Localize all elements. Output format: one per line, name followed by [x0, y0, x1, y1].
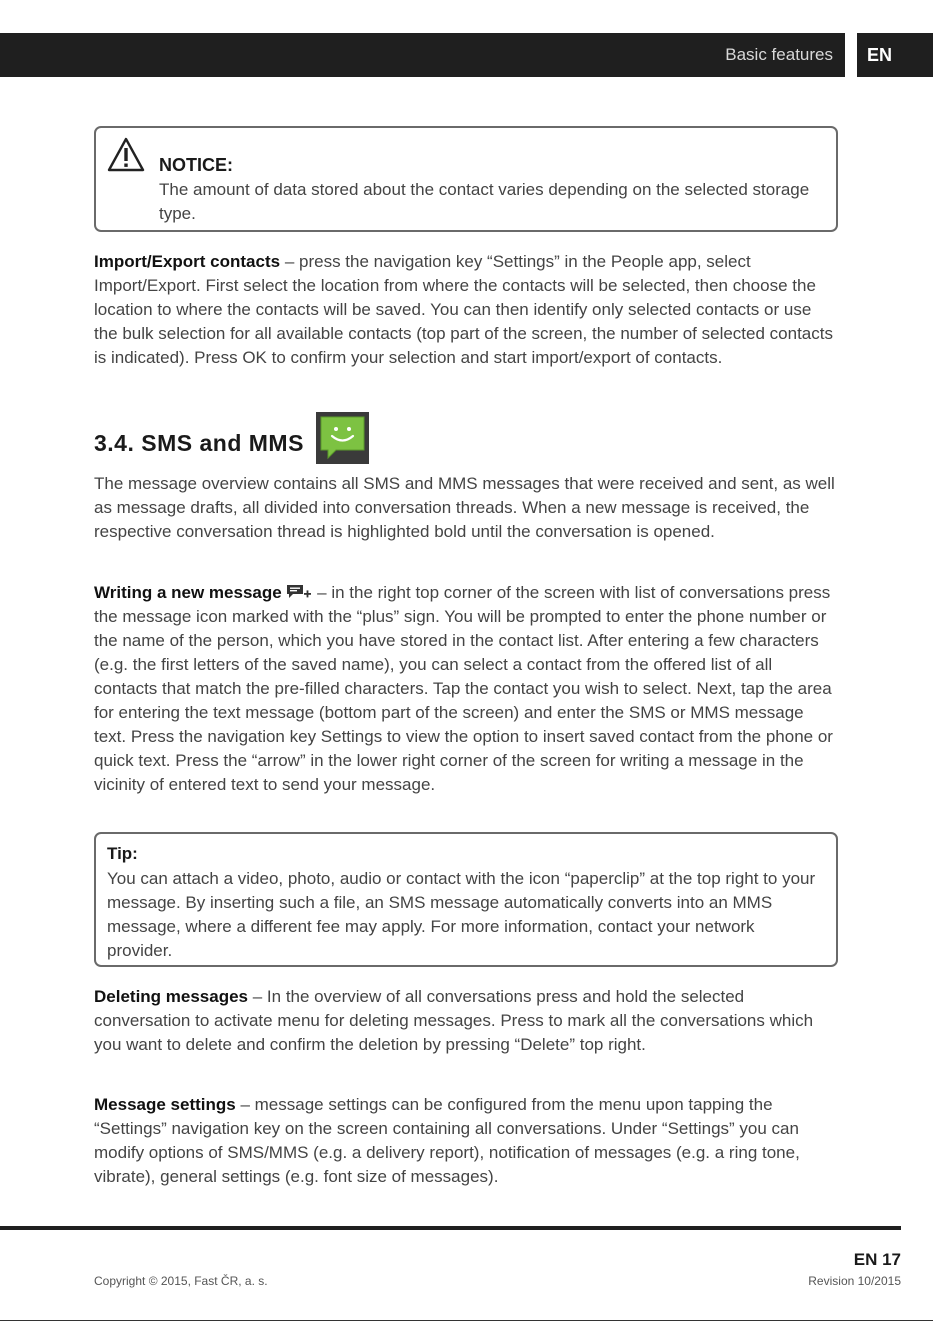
import-export-text: – press the navigation key “Settings” in the People app, select Import/Export. First select the location from where the contacts will be selected, then choose the location to where the contacts will be saved. You can then identify only selected contacts or use the bulk selection for all available contacts (top part of the screen, the number of selected contacts is indicated). Press OK to confirm your selection and start import/export of contacts.: [94, 252, 833, 367]
deleting-messages-text: – In the overview of all conversations press and hold the selected conversation to activate menu for deleting messages. Press to mark all the conversations which you want to delete and confirm the deletion by pressing “Delete” top right.: [94, 987, 814, 1054]
header-bar: [0, 33, 845, 77]
writing-message-paragraph: [94, 581, 839, 797]
message-settings-label: Message settings: [94, 1095, 236, 1114]
bottom-divider: [0, 1320, 933, 1321]
writing-message-text: – in the right top corner of the screen with list of conversations press the message icon marked with the “plus” sign. You will be prompted to enter the phone number or the name of the person, which you have stored in the contact list. After entering a few characters (e.g. the first letters of the saved name), you can select a contact from the offered list of all contacts that match the pre-filled characters. Tap the contact you wish to select. Next, tap the area for entering the text message (bottom part of the screen) and enter the SMS or MMS message text. Press the navigation key Settings to view the option to insert saved contact from the phone or quick text. Press the “arrow” in the lower right corner of the screen for writing a message in the vicinity of entered text to send your message.: [94, 583, 833, 794]
sms-app-icon: [316, 412, 369, 464]
tip-title: Tip:: [107, 844, 138, 863]
deleting-messages-label: Deleting messages: [94, 987, 249, 1006]
notice-title: NOTICE:: [159, 155, 233, 175]
header-language-tab: EN: [857, 33, 933, 77]
copyright-text: Copyright © 2015, Fast ČR, a. s.: [94, 1274, 268, 1288]
new-message-icon: [286, 584, 312, 600]
revision-text: Revision 10/2015: [808, 1274, 901, 1288]
tip-text: You can attach a video, photo, audio or contact with the icon “paperclip” at the top right to your message. By inserting such a file, an SMS message automatically converts into an MMS message, where a different fee may apply. For more information, contact your network provider.: [107, 869, 816, 960]
writing-message-label: Writing a new message: [94, 583, 282, 602]
deleting-messages-paragraph: [94, 985, 839, 1057]
import-export-paragraph: [94, 250, 839, 370]
page-number: EN 17: [853, 1250, 901, 1269]
warning-icon: [106, 136, 146, 174]
section-heading: 3.4. SMS and MMS: [94, 430, 304, 456]
notice-text: The amount of data stored about the contact varies depending on the selected storage type.: [159, 180, 810, 223]
import-export-label: Import/Export contacts: [94, 252, 281, 271]
sms-intro-paragraph: The message overview contains all SMS and MMS messages that were received and sent, as well as message drafts, all divided into conversation threads. When a new message is received, the respective conversation thread is highlighted bold until the conversation is opened.: [94, 474, 835, 541]
message-settings-text: – message settings can be configured from the menu upon tapping the “Settings” navigation key on the screen containing all conversations. Under “Settings” you can modify options of SMS/MMS (e.g. a delivery report), notification of messages (e.g. a ring tone, vibrate), general settings (e.g. font size of messages).: [94, 1095, 800, 1186]
notice-box: [94, 126, 838, 232]
footer-divider: [0, 1226, 901, 1230]
message-settings-paragraph: [94, 1093, 839, 1189]
header-section-title: Basic features: [725, 45, 833, 64]
tip-box: [94, 832, 838, 967]
